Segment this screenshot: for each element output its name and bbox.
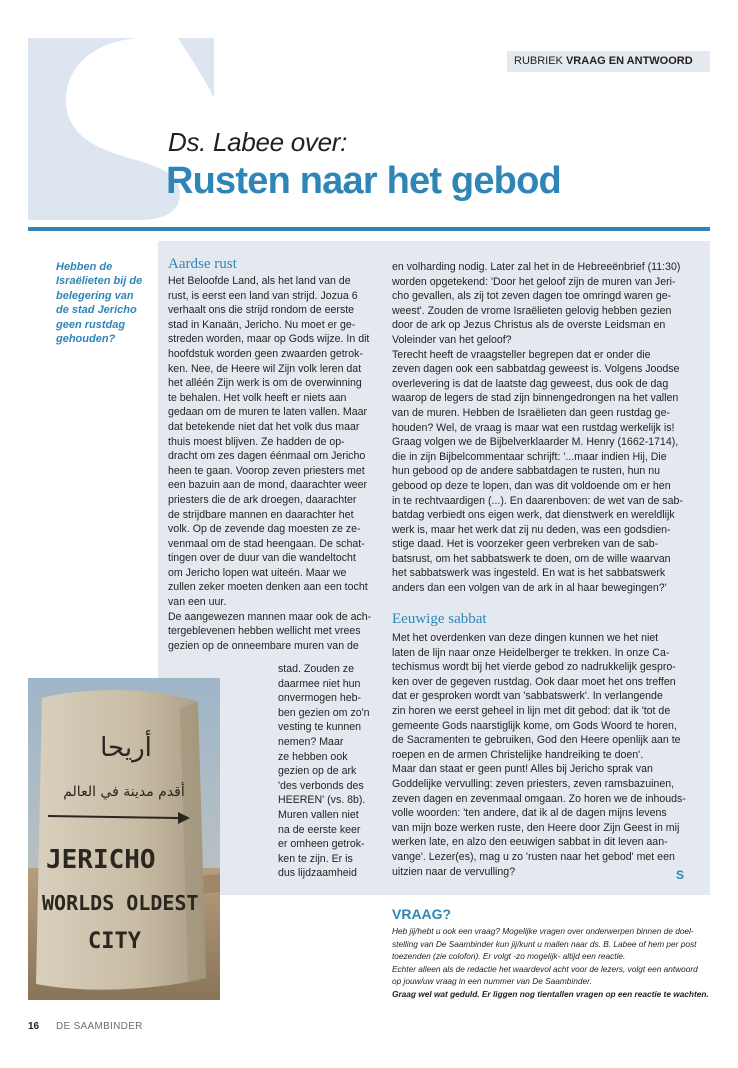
column2-bottom-line: dat er gesproken wordt van 'sabbatswerk'. In verlangende [392, 690, 663, 703]
column1-line: een bazuin aan de mond, daarachter weer [168, 479, 368, 492]
column2-line: werk is, maar het werk dat zij nu deden, was een godsdien- [392, 523, 671, 536]
column1-text [168, 274, 378, 653]
column1-line: streden worden, maar op Gods wijze. In dit [168, 333, 370, 346]
pull-quote-line: Israëlieten bij de [56, 275, 143, 288]
column2-line: Voleinder van het geloof? [392, 333, 512, 346]
column1-line: venmaal om de stad heengaan. De schat- [168, 537, 365, 550]
vraag-line: op jouw/uw vraag in een nummer van De Saambinder. [392, 976, 592, 987]
column1-narrow-line: stad. Zouden ze [278, 663, 354, 675]
column2-line: door de ark op Jezus Christus als de overste Leidsman en [392, 319, 666, 332]
sign-arabic-line1: أريحا [100, 733, 152, 763]
end-mark-icon: S [676, 868, 685, 882]
magazine-name: DE SAAMBINDER [56, 1021, 143, 1032]
subheading-aardse-rust: Aardse rust [168, 256, 237, 272]
section-label [507, 51, 710, 72]
column2-line: batsrust, om het sabbatswerk te doen, om de wille waarvan [392, 552, 671, 565]
column2-bottom-line: techismus wordt bij het vierde gebod zo nadrukkelijk gespro- [392, 661, 676, 674]
column1-line: gezien op de onneembare muren van de [168, 639, 359, 652]
header-divider [28, 227, 710, 231]
column1-narrow-line: HEEREN' (vs. 8b). [278, 794, 366, 807]
column1-line: verhaalt ons die strijd rondom de eerste [168, 304, 355, 317]
column1-narrow-line: gezien op de ark [278, 765, 357, 778]
column2-line: stige daad. Het is voorzeker geen verbreken van de sab- [392, 538, 659, 551]
column2-line: in te rechtvaardigen (...). En daarenboven: de wet van de sab- [392, 494, 683, 507]
column1-line: zullen zeker moeten denken aan een tocht [168, 581, 368, 594]
column1-line: het alléén Zijn werk is om de overwinning [168, 377, 362, 390]
column1-line: De aangewezen mannen maar ook de ach- [168, 610, 372, 623]
column2-bottom-line: uitzien naar de vervulling? [392, 865, 516, 878]
column1-line: ken. Nee, de Heere wil Zijn volk leren dat [168, 362, 362, 375]
column2-bottom-line: van mijn boze werken ruste, den Heere door Zijn Geest in mij [392, 821, 680, 834]
vraag-bold-line: Graag wel wat geduld. Er liggen nog tientallen vragen op een reactie te wachten. [392, 988, 709, 999]
column1-line: van een uur. [168, 596, 227, 609]
column2-line: cho gevallen, als zij tot zeven dagen toe omringd waren ge- [392, 290, 672, 303]
sign-jericho-text: JERICHO [46, 845, 156, 875]
column1-narrow-line: onvermogen heb- [278, 692, 362, 705]
column1-line: tergeblevenen hebben wellicht met vrees [168, 625, 361, 638]
subheading-eeuwige-sabbat: Eeuwige sabbat [392, 611, 487, 627]
vraag-text [392, 925, 712, 1001]
column2-bottom-line: roepen en de armen Christelijke handreiking te doen'. [392, 748, 644, 761]
column2-line: zeven dagen ook een sabbatdag geweest is. Volgens Joodse [392, 363, 680, 376]
column2-line: overlevering is dat de laatste dag geweest, dus ook de dag [392, 377, 669, 390]
vraag-line: stelling van De Saambinder kun jij/kunt u mailen naar ds. B. Labee of hem per post [392, 938, 697, 949]
column1-line: om Jericho lopen wat uiteén. Maar we [168, 566, 347, 579]
column2-text [392, 260, 710, 596]
column1-line: Het Beloofde Land, als het land van de [168, 275, 351, 287]
column2-bottom-line: vange'. Lezer(es), mag u zo 'rusten naar het gebod' met een [392, 850, 675, 863]
column1-line: stad in Kanaän, Jericho. Nu moet er ge- [168, 318, 356, 331]
sign-city-text: CITY [88, 929, 141, 954]
pull-quote-line: geen rustdag [56, 318, 126, 331]
pull-quote-line: de stad Jericho [56, 304, 137, 317]
pull-quote-line: gehouden? [56, 333, 116, 346]
column1-narrow-line: nemen? Maar [278, 735, 344, 748]
column1-narrow-text [278, 662, 378, 881]
column2-bottom-text [392, 631, 710, 879]
column1-line: de strijdbare mannen en daarachter het [168, 508, 354, 521]
column2-line: Terecht heeft de vraagsteller begrepen dat er onder die [392, 348, 651, 361]
column1-line: te behalen. Het volk heeft er niets aan [168, 391, 347, 404]
column2-bottom-line: ken over de gegeven rustdag. Ook daar moet het ons treffen [392, 675, 676, 688]
column1-line: tingen over de duur van die wandeltocht [168, 552, 356, 565]
column2-bottom-line: Maar dan staat er geen punt! Alles bij Jericho sprak van [392, 763, 653, 776]
jericho-sign-photo [28, 678, 220, 1000]
column1-narrow-line: vesting te kunnen [278, 721, 362, 734]
column1-line: dracht om zes dagen éénmaal om Jericho [168, 450, 366, 463]
column2-bottom-line: Met het overdenken van deze dingen kunnen we het niet [392, 632, 659, 644]
column1-line: priesters die de ark droegen, daarachter [168, 493, 357, 506]
column2-line: hun gebood op de andere sabbatdagen te rusten, hun nu [392, 465, 661, 478]
column1-line: heen te gaan. Voorop zeven priesters met [168, 464, 365, 477]
column1-line: hoofdstuk worden geen zwaarden getrok- [168, 347, 363, 360]
vraag-line: toezenden (zie colofon). Er volgt -zo mogelijk- altijd een reactie. [392, 951, 626, 962]
pull-quote-line: belegering van [56, 289, 134, 302]
section-label-prefix: RUBRIEK [514, 55, 563, 67]
column1-narrow-line: ken te zijn. Er is [278, 852, 353, 865]
vraag-heading: VRAAG? [392, 906, 452, 922]
column1-narrow-line: er omheen getrok- [278, 838, 365, 851]
pull-quote [56, 260, 152, 346]
column1-line: rust, is eerst een land van strijd. Jozua 6 [168, 289, 358, 302]
column2-bottom-line: laten de lijn naar onze Heidelberger te trekken. In onze Ca- [392, 646, 670, 659]
column2-bottom-line: zin horen we eerst geheel in lijn met dit gebod: dat ik 'tot de [392, 704, 671, 717]
article-kicker: Ds. Labee over: [168, 127, 348, 157]
column1-line: thuis moest blijven. Ze hadden de op- [168, 435, 345, 448]
sign-arabic-line2: أقدم مدينة في العالم [63, 784, 185, 800]
column1-narrow-line: Muren vallen niet [278, 808, 359, 821]
column2-bottom-line: volle woorden: 'ten andere, dat ik al de dagen mijns levens [392, 807, 667, 820]
section-label-name: VRAAG EN ANTWOORD [565, 55, 693, 67]
column1-narrow-line: na de eerste keer [278, 823, 361, 836]
column1-line: dat betekende niet dat het volk dus maar [168, 420, 360, 433]
column2-line: houden? Wel, de vraag is maar wat een rustdag werkelijk is! [392, 421, 675, 434]
column2-line: Graag volgen we de Bijbelverklaarder M. Henry (1662-1714), [392, 436, 679, 449]
column2-bottom-line: gemeente Gods naarstiglijk kome, om Gods Woord te horen, [392, 719, 677, 732]
column2-line: van de muren. Hebben de Israëlieten dan geen rustdag ge- [392, 406, 670, 419]
column2-line: batdag verbiedt ons eigen werk, dat dienstwerk en wereldlijk [392, 509, 675, 522]
column2-bottom-line: werken late, en alzo den eeuwigen sabbat in dit leven aan- [392, 836, 668, 849]
pull-quote-line: Hebben de [56, 261, 113, 273]
column2-line: anders dan een volgen van de ark in al haar bewegingen?' [392, 582, 667, 595]
column2-line: en volharding nodig. Later zal het in de Hebreeënbrief (11:30) [392, 261, 681, 273]
page-number: 16 [28, 1021, 40, 1032]
column2-line: weest'. Zouden de vrome Israëlieten gelovig hebben gezien [392, 304, 672, 317]
column2-line: gebood op deze te lopen, dan was dit voldoende om er hen [392, 479, 671, 492]
column1-narrow-line: dus lijdzaamheid [278, 867, 357, 880]
column1-narrow-line: 'des verbonds des [278, 779, 364, 792]
column2-bottom-line: Goddelijke vervulling: zeven priesters, zeven ramsbazuinen, [392, 777, 675, 790]
sign-worlds-oldest-text: WORLDS OLDEST [42, 891, 199, 915]
column1-narrow-line: daarmee niet hun [278, 677, 361, 690]
column1-narrow-line: ben gezien om zo'n [278, 706, 370, 719]
vraag-line: Heb jij/hebt u ook een vraag? Mogelijke vragen over onderwerpen binnen de doel- [392, 926, 694, 936]
column2-bottom-line: zeven dagen en zevenmaal omgaan. Zo horen we de inhouds- [392, 792, 686, 805]
column2-line: het sabbatswerk was ingesteld. En wat is het sabbatswerk [392, 567, 666, 580]
vraag-line: Echter alleen als de redactie het waardevol acht voor de lezers, volgt een antwoord [392, 963, 698, 974]
column2-line: die in zijn Bijbelcommentaar schrijft: '...maar indien Hij, Die [392, 450, 667, 463]
article-headline: Rusten naar het gebod [166, 160, 561, 202]
column1-line: volk. Op de zevende dag moesten ze ze- [168, 523, 361, 536]
column2-line: waarop de legers de stad zijn binnengedrongen na het vallen [392, 392, 679, 405]
column2-bottom-line: de Sacramenten te gebruiken, God den Heere openlijk aan te [392, 734, 681, 747]
column1-line: gedaan om de muren te laten vallen. Maar [168, 406, 368, 419]
column2-line: worden opgetekend: 'Door het geloof zijn de muren van Jeri- [392, 275, 676, 288]
column1-narrow-line: ze hebben ook [278, 750, 348, 763]
